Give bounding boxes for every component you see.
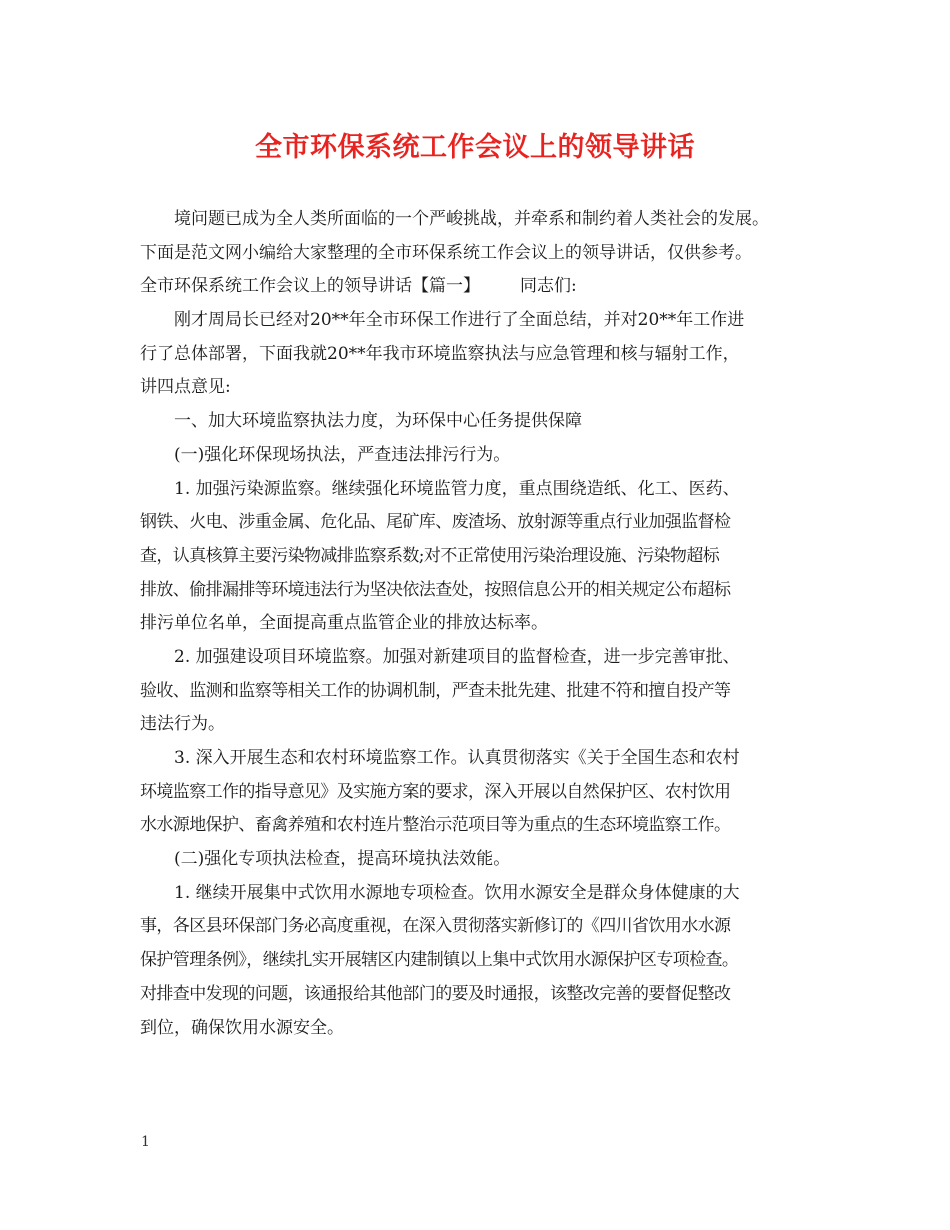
- paragraph-line: 刚才周局长已经对20**年全市环保工作进行了全面总结，并对20**年工作进: [174, 310, 745, 331]
- paragraph-line: 到位，确保饮用水源安全。: [140, 1017, 344, 1038]
- paragraph-line: 行了总体部署，下面我就20**年我市环境监察执法与应急管理和核与辐射工作，: [140, 343, 740, 364]
- paragraph-line: 水水源地保护、畜禽养殖和农村连片整治示范项目等为重点的生态环境监察工作。: [140, 815, 731, 836]
- paragraph-line: 环境监察工作的指导意见》及实施方案的要求，深入开展以自然保护区、农村饮用: [140, 781, 731, 802]
- page-number: 1: [141, 1134, 150, 1150]
- paragraph-line: 2. 加强建设项目环境监察。加强对新建项目的监督检查，进一步完善审批、: [174, 646, 740, 667]
- paragraph-line: 境问题已成为全人类所面临的一个严峻挑战，并牵系和制约着人类社会的发展。: [174, 209, 769, 229]
- subheading-line: (一)强化环保现场执法，严查违法排污行为。: [174, 444, 511, 465]
- paragraph-line: 钢铁、火电、涉重金属、危化品、尾矿库、废渣场、放射源等重点行业加强监督检: [140, 512, 731, 533]
- paragraph-line: 验收、监测和监察等相关工作的协调机制，严查未批先建、批建不符和擅自投产等: [140, 680, 731, 701]
- paragraph-line: 排污单位名单，全面提高重点监管企业的排放达标率。: [140, 613, 548, 634]
- paragraph-line: 对排查中发现的问题，该通报给其他部门的要及时通报，该整改完善的要督促整改: [140, 983, 731, 1004]
- section-heading: 全市环保系统工作会议上的领导讲话【篇一】: [140, 276, 480, 297]
- paragraph-line: 1. 加强污染源监察。继续强化环境监管力度，重点围绕造纸、化工、医药、: [174, 478, 740, 499]
- heading-line: 一、加大环境监察执法力度，为环保中心任务提供保障: [174, 411, 582, 432]
- paragraph-line: 下面是范文网小编给大家整理的全市环保系统工作会议上的领导讲话，仅供参考。: [140, 242, 752, 263]
- document-body: [140, 203, 820, 1045]
- section-heading-line: [140, 270, 820, 304]
- paragraph-line: 事，各区县环保部门务必高度重视，在深入贯彻落实新修订的《四川省饮用水水源: [140, 916, 731, 937]
- paragraph-line: 查，认真核算主要污染物减排监察系数;对不正常使用污染治理设施、污染物超标: [140, 545, 720, 566]
- document-title: 全市环保系统工作会议上的领导讲话: [255, 132, 695, 163]
- paragraph-line: 3. 深入开展生态和农村环境监察工作。认真贯彻落实《关于全国生态和农村: [174, 748, 740, 768]
- paragraph-line: 讲四点意见:: [140, 377, 231, 398]
- paragraph-line: 1. 继续开展集中式饮用水源地专项检查。饮用水源安全是群众身体健康的大: [174, 882, 740, 903]
- salutation: 同志们:: [520, 276, 577, 297]
- paragraph-line: 保护管理条例》，继续扎实开展辖区内建制镇以上集中式饮用水源保护区专项检查。: [140, 950, 739, 971]
- paragraph-line: 违法行为。: [140, 714, 225, 735]
- paragraph-line: 排放、偷排漏排等环境违法行为坚决依法查处，按照信息公开的相关规定公布超标: [140, 579, 731, 600]
- subheading-line: (二)强化专项执法检查，提高环境执法效能。: [174, 849, 511, 870]
